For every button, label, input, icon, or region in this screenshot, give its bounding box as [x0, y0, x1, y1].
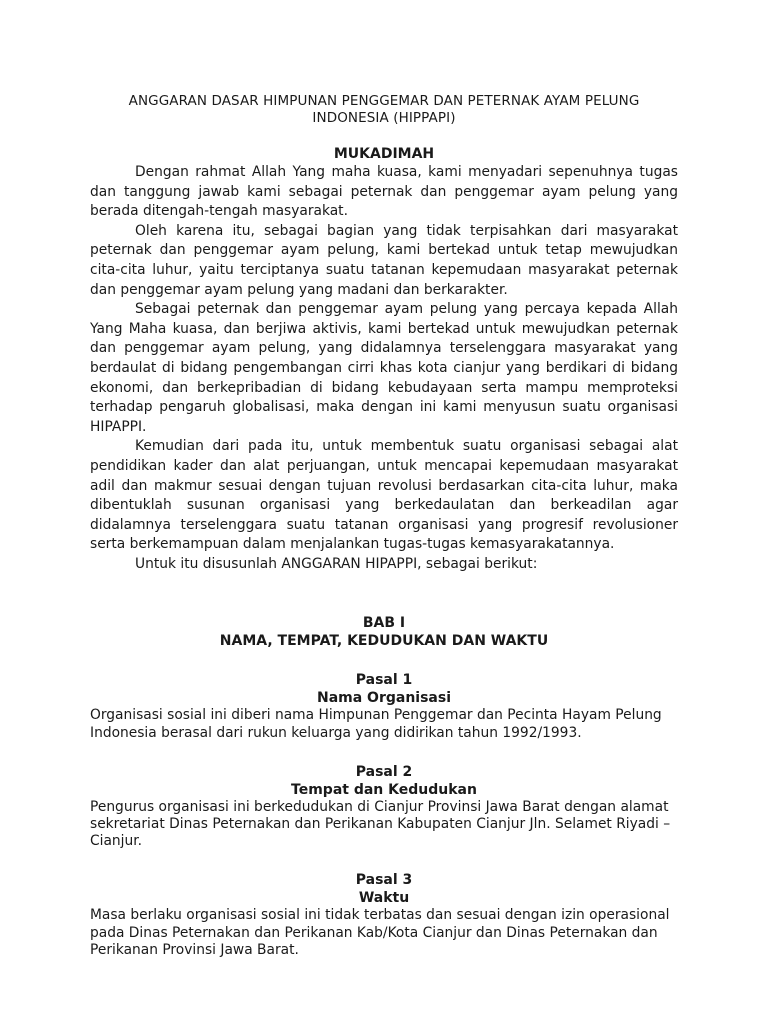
mukadimah-paragraph: Kemudian dari pada itu, untuk membentuk suatu organisasi sebagai alat pendidikan kader dan alat perjuangan, untuk mencapai kepemudaan masyarakat adil dan makmur sesuai dengan tujuan revolusi berdasarkan cita-cita luhur, maka dibentuklah susunan organisasi yang berkedaulatan dan berkeadilan agar didalamnya terselenggara suatu tatanan organisasi yang progresif revolusioner serta berkemampuan dalam menjalankan tugas-tugas kemasyarakatannya. — [90, 438, 678, 553]
bab-number: BAB I — [362, 615, 406, 632]
pasal-block — [90, 671, 678, 741]
pasal-block — [90, 871, 678, 959]
mukadimah-section — [90, 145, 678, 574]
pasal-title: Waktu — [358, 890, 410, 907]
pasal-title: Nama Organisasi — [316, 690, 452, 707]
pasal-body: Masa berlaku organisasi sosial ini tidak terbatas dan sesuai dengan izin operasional pada Dinas Peternakan dan Perikanan Kab/Kota Cianjur dan Dinas Peternakan dan Perikanan Provinsi Jawa Barat. — [90, 907, 670, 958]
document-title: ANGGARAN DASAR HIMPUNAN PENGGEMAR DAN PETERNAK AYAM PELUNG INDONESIA (HIPPAPI) — [128, 93, 640, 126]
pasal-title: Tempat dan Kedudukan — [291, 781, 477, 798]
pasal-number: Pasal 1 — [355, 672, 413, 689]
mukadimah-paragraph: Dengan rahmat Allah Yang maha kuasa, kami menyadari sepenuhnya tugas dan tanggung jawab kami sebagai peternak dan penggemar ayam pelung yang berada ditengah-tengah masyarakat. — [90, 164, 678, 220]
bab-title: NAMA, TEMPAT, KEDUDUKAN DAN WAKTU — [219, 633, 549, 650]
pasal-block — [90, 763, 678, 851]
mukadimah-heading: MUKADIMAH — [333, 146, 435, 162]
pasal-number: Pasal 2 — [355, 763, 413, 780]
bab-section — [90, 614, 678, 959]
pasal-number: Pasal 3 — [355, 872, 413, 889]
pasal-body: Organisasi sosial ini diberi nama Himpunan Penggemar dan Pecinta Hayam Pelung Indonesia berasal dari rukun keluarga yang didirikan tahun 1992/1993. — [90, 707, 662, 741]
mukadimah-closing: Untuk itu disusunlah ANGGARAN HIPAPPI, sebagai berikut: — [135, 555, 538, 572]
mukadimah-paragraph: Oleh karena itu, sebagai bagian yang tidak terpisahkan dari masyarakat peternak dan penggemar ayam pelung, kami bertekad untuk tetap mewujudkan cita-cita luhur, yaitu terciptanya suatu tatanan kepemudaan masyarakat peternak dan penggemar ayam pelung yang madani dan berkarakter. — [90, 222, 678, 298]
mukadimah-paragraph: Sebagai peternak dan penggemar ayam pelung yang percaya kepada Allah Yang Maha kuasa, dan berjiwa aktivis, kami bertekad untuk mewujudkan peternak dan penggemar ayam pelung, yang didalamnya terselenggara masyarakat yang berdaulat di bidang pengembangan cirri khas kota cianjur yang berdikari di bidang ekonomi, dan berkepribadian di bidang kebudayaan serta mampu memproteksi terhadap pengaruh globalisasi, maka dengan ini kami menyusun suatu organisasi HIPAPPI. — [90, 301, 678, 435]
pasal-body: Pengurus organisasi ini berkedudukan di Cianjur Provinsi Jawa Barat dengan alamat sekretariat Dinas Peternakan dan Perikanan Kabupaten Cianjur Jln. Selamet Riyadi – Cianjur. — [90, 798, 671, 850]
